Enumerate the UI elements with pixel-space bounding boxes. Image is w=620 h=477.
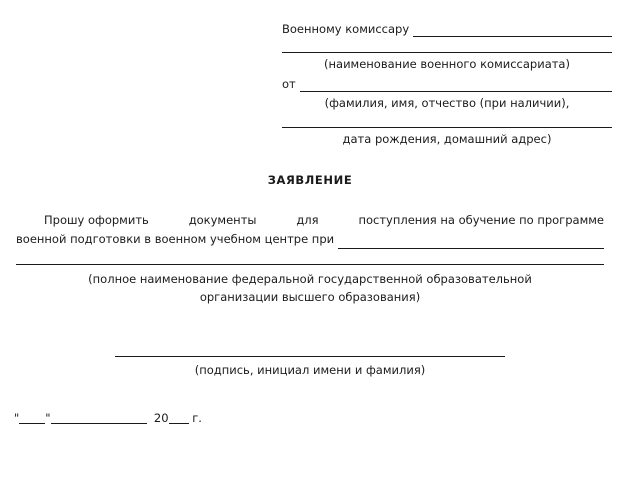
body-line-1-part-3: для <box>296 213 319 227</box>
document-title: ЗАЯВЛЕНИЕ <box>267 173 353 187</box>
commissariat-blank-rule <box>282 41 612 53</box>
signature-blank-rule <box>115 346 505 357</box>
body-line-1 <box>16 211 604 230</box>
from-blank-rule <box>300 80 612 92</box>
commissariat-caption: (наименование военного комиссариата) <box>324 57 570 71</box>
date-year-prefix: 20 <box>153 411 169 425</box>
organization-blank-rule-1 <box>338 237 604 249</box>
body-line-1-part-4: поступления на обучение по программе <box>358 213 604 227</box>
addressee-label: Военному комиссару <box>282 22 410 36</box>
organization-caption-line-2: организации высшего образования) <box>199 290 421 304</box>
signature-block <box>14 346 606 379</box>
date-year-suffix: г. <box>192 411 202 425</box>
body-block <box>14 211 606 306</box>
date-quote-close: " <box>45 411 51 425</box>
addressee-blank-rule <box>413 25 612 37</box>
date-month-blank <box>51 412 147 424</box>
organization-caption-line-1: (полное наименование федеральной государственной образовательной <box>88 272 532 286</box>
addressee-block <box>282 22 612 147</box>
date-year-blank <box>169 412 189 424</box>
birth-address-blank-rule <box>282 116 612 128</box>
signature-caption: (подпись, инициал имени и фамилия) <box>194 363 426 377</box>
from-line <box>282 77 612 92</box>
date-day-blank <box>19 412 45 424</box>
organization-blank-rule-2 <box>16 251 604 265</box>
body-line-2-text: военной подготовки в военном учебном центре при <box>16 232 335 246</box>
date-quote-open: " <box>14 411 20 425</box>
date-line <box>14 411 606 425</box>
fio-caption: (фамилия, имя, отчество (при наличии), <box>324 96 570 110</box>
body-line-1-part-2: документы <box>188 213 257 227</box>
body-line-1-part-1: Прошу оформить <box>44 213 149 227</box>
from-label: от <box>282 77 296 91</box>
body-line-2 <box>16 230 604 249</box>
addressee-line <box>282 22 612 37</box>
birth-address-caption: дата рождения, домашний адрес) <box>342 132 552 146</box>
